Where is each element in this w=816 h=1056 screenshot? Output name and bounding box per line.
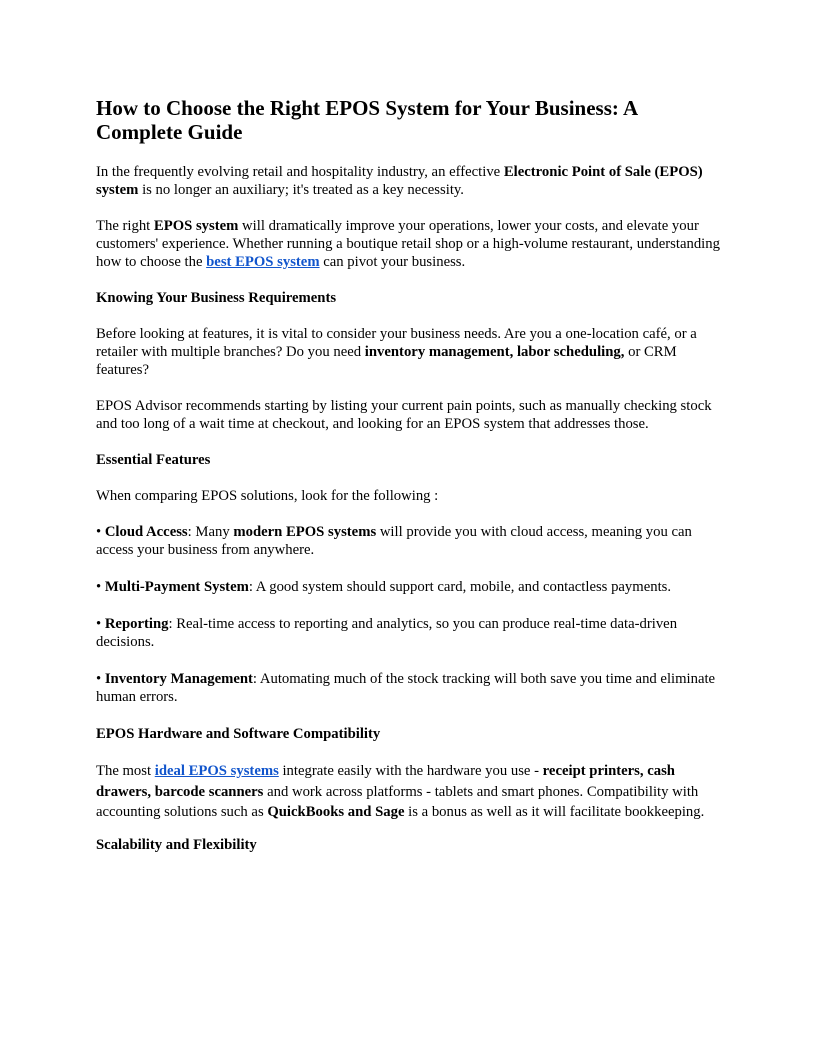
features-heading: Essential Features bbox=[96, 452, 211, 468]
scalability-heading: Scalability and Flexibility bbox=[96, 836, 257, 853]
ideal-epos-systems-link[interactable]: ideal EPOS systems bbox=[154, 763, 279, 779]
compatibility-paragraph: The most ideal EPOS systems integrate easily with the hardware you use - receipt printers, cash drawers, barcode scanners and work across platforms - tablets and smart phones. Compatibility with accounting solutions such as QuickBooks and Sage is a bonus as well as it will facilitate bookkeeping. bbox=[96, 763, 705, 820]
feature-item-inventory-management: • Inventory Management: Automating much of the stock tracking will both save you time and eliminate human errors. bbox=[96, 671, 716, 705]
features-intro: When comparing EPOS solutions, look for the following : bbox=[96, 488, 439, 504]
requirements-paragraph-1: Before looking at features, it is vital to consider your business needs. Are you a one-location café, or a retailer with multiple branches? Do you need inventory management, labor scheduling, or CRM features? bbox=[96, 326, 697, 378]
requirements-paragraph-2: EPOS Advisor recommends starting by listing your current pain points, such as manually checking stock and too long of a wait time at checkout, and looking for an EPOS system that addresses those. bbox=[96, 398, 712, 432]
intro-paragraph-2: The right EPOS system will dramatically improve your operations, lower your costs, and elevate your customers' experience. Whether running a boutique retail shop or a high-volume restaurant, understanding how to choose the best EPOS system can pivot your business. bbox=[96, 218, 720, 270]
page-title: How to Choose the Right EPOS System for Your Business: A Complete Guide bbox=[96, 96, 637, 144]
compatibility-heading: EPOS Hardware and Software Compatibility bbox=[96, 726, 381, 742]
requirements-heading: Knowing Your Business Requirements bbox=[96, 290, 337, 306]
document-page bbox=[96, 96, 726, 872]
feature-item-reporting: • Reporting: Real-time access to reporting and analytics, so you can produce real-time data-driven decisions. bbox=[96, 616, 678, 650]
best-epos-system-link[interactable]: best EPOS system bbox=[206, 254, 320, 270]
feature-item-cloud-access: • Cloud Access: Many modern EPOS systems will provide you with cloud access, meaning you can access your business from anywhere. bbox=[96, 524, 692, 558]
feature-item-multi-payment: • Multi-Payment System: A good system should support card, mobile, and contactless payments. bbox=[96, 579, 672, 595]
intro-paragraph-1: In the frequently evolving retail and hospitality industry, an effective Electronic Point of Sale (EPOS) system is no longer an auxiliary; it's treated as a key necessity. bbox=[96, 164, 703, 198]
